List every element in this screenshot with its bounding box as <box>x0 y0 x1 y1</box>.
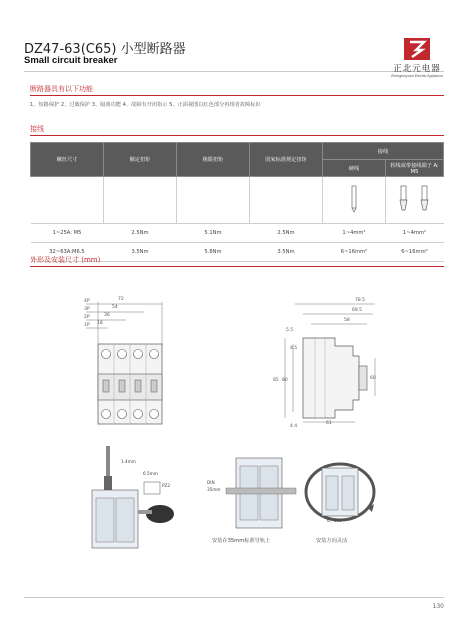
table-cell: 6~16mm² <box>323 243 386 262</box>
table-header-row <box>31 143 444 160</box>
col-header: 接线 <box>323 143 444 160</box>
section-rule-features <box>30 95 444 96</box>
dim-label: 85 <box>273 378 279 383</box>
table-cell: 2.5Nm <box>250 224 323 243</box>
tool-dim-label: 6.5mm <box>143 471 158 476</box>
table-cell: 32~63A:M6.5 <box>31 243 104 262</box>
pole-label: 3P <box>84 307 90 312</box>
table-cell: 1~25A: M5 <box>31 224 104 243</box>
empty-cell <box>250 177 323 224</box>
col-header: 额定扭矩 <box>104 143 177 177</box>
table-row <box>31 224 444 243</box>
tool-dim-label: PZ2 <box>162 483 171 488</box>
dim-label: 69.5 <box>352 308 363 313</box>
col-header: 国家标准规定扭矩 <box>250 143 323 177</box>
table-cell: 3.5Nm <box>250 243 323 262</box>
table-cell: 1~4mm² <box>386 224 444 243</box>
caption-din-rail: 安装在35mm标准导轨上 <box>212 538 271 544</box>
table-row-illustrations <box>31 177 444 224</box>
page-title-cn: DZ47-63(C65) 小型断路器 <box>24 42 186 57</box>
wiring-table <box>30 142 444 262</box>
col-subheader: 硬线 <box>323 160 386 177</box>
col-header: 极限扭矩 <box>177 143 250 177</box>
dim-label: 78.5 <box>355 298 366 303</box>
table-cell: 5.8Nm <box>177 243 250 262</box>
table-cell: 3.5Nm <box>104 243 177 262</box>
header-divider <box>24 71 444 72</box>
empty-cell <box>104 177 177 224</box>
footer-divider <box>24 597 444 598</box>
dim-label: 58 <box>344 318 350 323</box>
ferrule-wire-icon <box>386 177 444 224</box>
dim-label: 4.4 <box>290 424 298 429</box>
logo-text-cn: 正北元电器 <box>393 64 441 74</box>
empty-cell <box>177 177 250 224</box>
brand-logo <box>388 38 446 78</box>
pole-label: 1P <box>84 323 90 328</box>
features-text: 1、短路保护 2、过载保护 3、隔离功能 4、故障有开闭指示 5、正面视图以红色部分再现者故障标识 <box>30 102 261 108</box>
side-view-drawing <box>275 296 385 428</box>
page-title-en: Small circuit breaker <box>24 55 118 66</box>
logo-text-en: Zhengbeiyuan Electric Appliance <box>390 74 444 78</box>
col-header: 螺丝尺寸 <box>31 143 104 177</box>
table-cell: 5.1Nm <box>177 224 250 243</box>
tool-dim-label: 1.4mm <box>121 459 136 464</box>
front-view-drawing <box>82 296 172 428</box>
screw-tightening-illustration <box>82 440 192 550</box>
table-cell: 2.5Nm <box>104 224 177 243</box>
dim-label: 5.5 <box>286 328 294 333</box>
rail-size-label: 35mm <box>207 487 221 492</box>
dim-label: 60 <box>370 376 376 381</box>
pole-labels <box>84 298 90 330</box>
section-heading-wiring: 接线 <box>30 125 44 133</box>
din-label: DIN <box>207 480 215 485</box>
col-subheader: 软线或带接线端子 A: M5 <box>386 160 444 177</box>
logo-mark-icon <box>404 38 430 60</box>
section-heading-features: 断路器具有以下功能 <box>30 85 93 93</box>
pole-label: 2P <box>84 315 90 320</box>
dim-label: 72 <box>118 297 124 302</box>
dim-label: 4.5 <box>290 346 298 351</box>
dim-label: 18 <box>97 321 103 326</box>
section-heading-dimensions: 外形及安装尺寸 (mm) <box>30 256 101 264</box>
mount-orientation-illustration <box>300 448 380 538</box>
section-rule-dimensions <box>30 266 444 267</box>
section-rule-wiring <box>30 135 444 136</box>
table-cell: 1~4mm² <box>323 224 386 243</box>
din-rail-mount-illustration <box>222 448 302 538</box>
caption-orientation: 安装方向灵活 <box>316 538 348 544</box>
rotation-angle-label: 0、360° <box>327 518 344 523</box>
table-cell: 6~16mm² <box>386 243 444 262</box>
dim-label: 61 <box>326 421 332 426</box>
empty-cell <box>31 177 104 224</box>
dim-label: 54 <box>112 305 118 310</box>
dim-label: 36 <box>104 313 110 318</box>
dim-label: 80 <box>282 378 288 383</box>
page-number: 130 <box>432 603 444 610</box>
pole-label: 4P <box>84 299 90 304</box>
hard-wire-icon <box>323 177 386 224</box>
